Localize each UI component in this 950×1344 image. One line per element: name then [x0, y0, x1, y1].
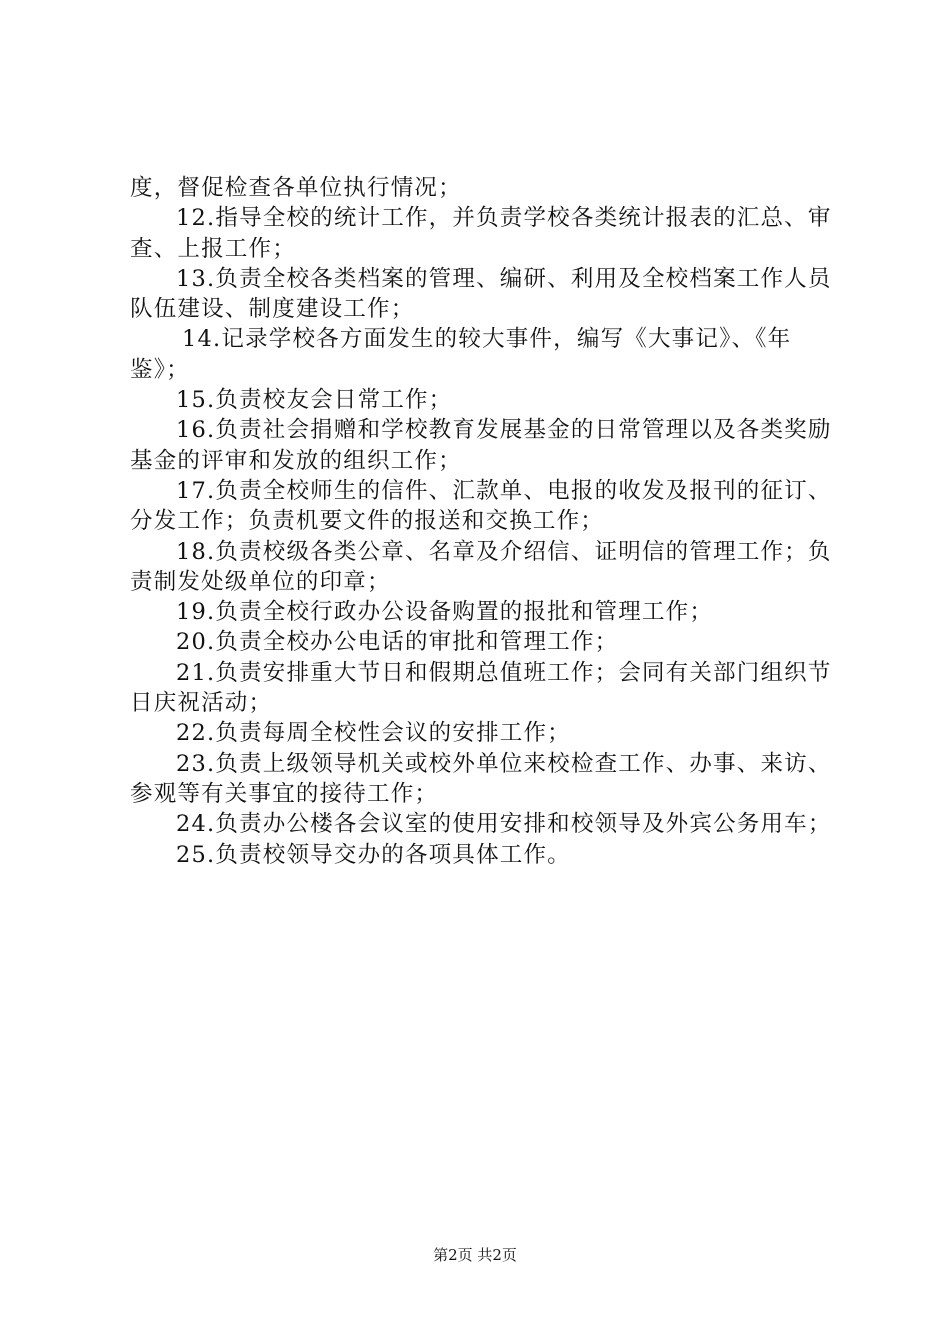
paragraph-item-19: 19.负责全校行政办公设备购置的报批和管理工作； — [176, 599, 714, 626]
paragraph-item-23: 23.负责上级领导机关或校外单位来校检查工作、办事、来访、参观等有关事宜的接待工作； — [130, 750, 832, 807]
paragraph-item-17: 17.负责全校师生的信件、汇款单、电报的收发及报刊的征订、分发工作；负责机要文件的报送和交换工作； — [130, 477, 832, 535]
paragraph-item-18: 18.负责校级各类公章、名章及介绍信、证明信的管理工作；负责制发处级单位的印章； — [130, 538, 832, 595]
paragraph-item-14: 14.记录学校各方面发生的较大事件，编写《大事记》、《年鉴》； — [130, 326, 792, 383]
document-body — [130, 173, 850, 870]
paragraph-item-15: 15.负责校友会日常工作； — [176, 387, 453, 414]
paragraph-item-21: 21.负责安排重大节日和假期总值班工作；会同有关部门组织节日庆祝活动； — [130, 659, 832, 717]
paragraph-item-13: 13.负责全校各类档案的管理、编研、利用及全校档案工作人员队伍建设、制度建设工作； — [130, 265, 832, 323]
paragraph-item-24: 24.负责办公楼各会议室的使用安排和校领导及外宾公务用车； — [176, 811, 832, 838]
page-number-footer: 第2页 共2页 — [433, 1246, 517, 1264]
paragraph-continuation: 度，督促检查各单位执行情况； — [130, 175, 462, 201]
paragraph-item-25: 25.负责校领导交办的各项具体工作。 — [176, 841, 571, 868]
paragraph-item-12: 12.指导全校的统计工作，并负责学校各类统计报表的汇总、审查、上报工作； — [130, 205, 832, 262]
paragraph-item-22: 22.负责每周全校性会议的安排工作； — [176, 720, 571, 747]
paragraph-item-16: 16.负责社会捐赠和学校教育发展基金的日常管理以及各类奖励基金的评审和发放的组织工作； — [130, 417, 832, 474]
paragraph-item-20: 20.负责全校办公电话的审批和管理工作； — [176, 629, 619, 656]
